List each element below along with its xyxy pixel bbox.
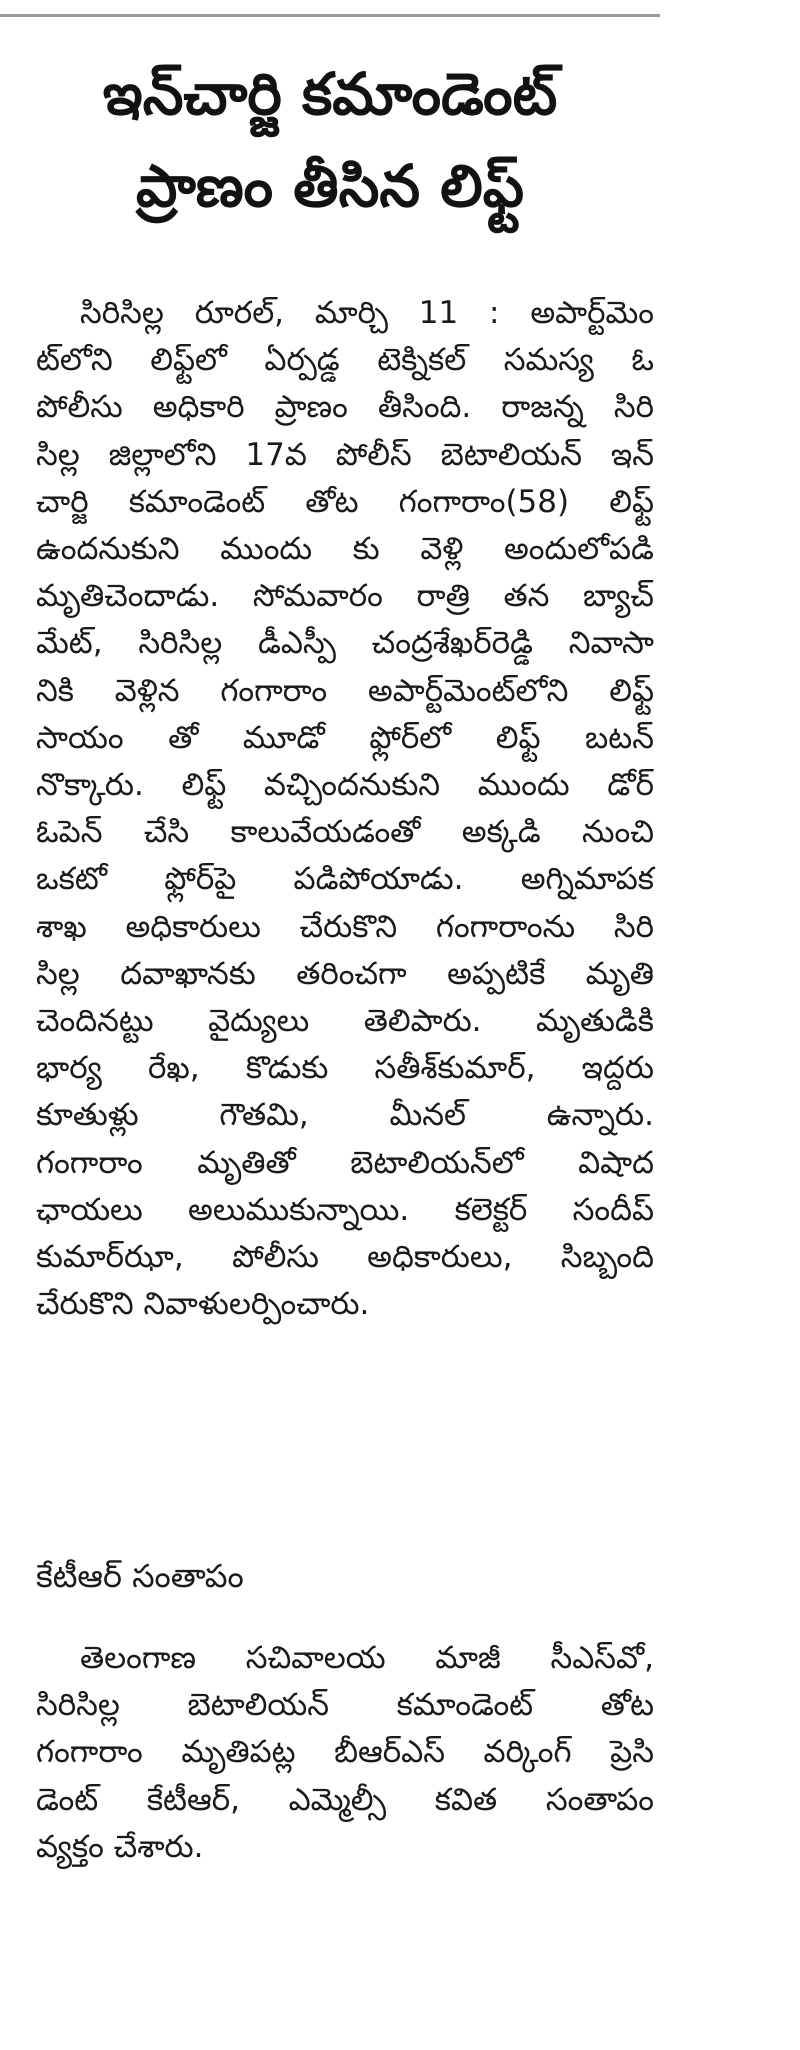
article-paragraph-1 (36, 290, 654, 1328)
paragraph-line: సిరిసిల్ల రూరల్‌, మార్చి 11 : అపార్ట్‌మెం (80, 295, 654, 331)
paragraph-line: చేరుకొని నివాళులర్పించారు. (36, 1286, 370, 1323)
headline-line-1: ఇన్‌చార్జి కమాండెంట్ (102, 60, 558, 128)
paragraph-line: చార్జి కమాండెంట్‌ తోట గంగారాం(58) లిఫ్ట్‌ (36, 483, 654, 520)
paragraph-line: తెలంగాణ సచివాలయ మాజీ సీఎస్‌వో, (80, 1640, 654, 1676)
paragraph-line: నికి వెళ్లిన గంగారాం అపార్ట్‌మెంట్‌లోని లిఫ్ట్‌ (36, 672, 654, 709)
paragraph-line: నొక్కారు. లిఫ్ట్‌ వచ్చిందనుకుని ముందు డోర్‌ (36, 767, 654, 804)
paragraph-line: సిరిసిల్ల బెటాలియన్‌ కమాండెంట్‌ తోట (36, 1687, 654, 1724)
paragraph-line: ట్‌లోని లిఫ్ట్‌లో ఏర్పడ్డ టెక్నికల్‌ సమస్య ఓ (36, 342, 654, 379)
paragraph-line: కూతుళ్లు గౌతమి, మీనల్‌ ఉన్నారు. (36, 1097, 654, 1134)
paragraph-line: శాఖ అధికారులు చేరుకొని గంగారాంను సిరి (36, 908, 654, 945)
top-rule (0, 14, 660, 17)
article-headline (0, 48, 660, 232)
paragraph-line: సిల్ల జిల్లాలోని 17వ పోలీస్‌ బెటాలియన్‌ ఇన్‌ (36, 436, 654, 473)
paragraph-line: సిల్ల దవాఖానకు తరించగా అప్పటికే మృతి (36, 955, 654, 992)
article-subheading: కేటీఆర్‌ సంతాపం (36, 1557, 244, 1595)
paragraph-line: భార్య రేఖ, కొడుకు సతీశ్‌కుమార్‌, ఇద్దరు (36, 1050, 654, 1087)
paragraph-line: పోలీసు అధికారి ప్రాణం తీసింది. రాజన్న సిరి (36, 389, 654, 426)
paragraph-line: ఓపెన్‌ చేసి కాలువేయడంతో అక్కడి నుంచి (36, 814, 654, 851)
paragraph-line: సాయం తో మూడో ఫ్లోర్‌లో లిఫ్ట్‌ బటన్‌ (36, 719, 654, 756)
paragraph-line: చెందినట్టు వైద్యులు తెలిపారు. మృతుడికి (36, 1003, 654, 1040)
paragraph-line: కుమార్‌ఝా, పోలీసు అధికారులు, సిబ్బంది (36, 1239, 654, 1276)
paragraph-line: ఉందనుకుని ముందు కు వెళ్లి అందులోపడి (36, 531, 654, 568)
paragraph-line: మేట్‌, సిరిసిల్ల డీఎస్పీ చంద్రశేఖర్‌రెడ్డి నివాసా (36, 625, 654, 662)
paragraph-line: గంగారాం మృతితో బెటాలియన్‌లో విషాద (36, 1144, 654, 1181)
paragraph-line: గంగారాం మృతిపట్ల బీఆర్‌ఎస్‌ వర్కింగ్‌ ప్రెసి (36, 1734, 654, 1771)
headline-line-2: ప్రాణం తీసిన లిఫ్ట్ (135, 152, 525, 220)
paragraph-line: ఛాయలు అలుముకున్నాయి. కలెక్టర్‌ సందీప్‌ (36, 1191, 654, 1228)
paragraph-line: డెంట్‌ కేటీఆర్‌, ఎమ్మెల్సీ కవిత సంతాపం (36, 1781, 654, 1818)
paragraph-line: వ్యక్తం చేశారు. (36, 1828, 204, 1865)
paragraph-line: మృతిచెందాడు. సోమవారం రాత్రి తన బ్యాచ్‌ (36, 578, 654, 615)
paragraph-line: ఒకటో ఫ్లోర్‌పై పడిపోయాడు. అగ్నిమాపక (36, 861, 654, 898)
article-paragraph-2 (36, 1635, 654, 1871)
